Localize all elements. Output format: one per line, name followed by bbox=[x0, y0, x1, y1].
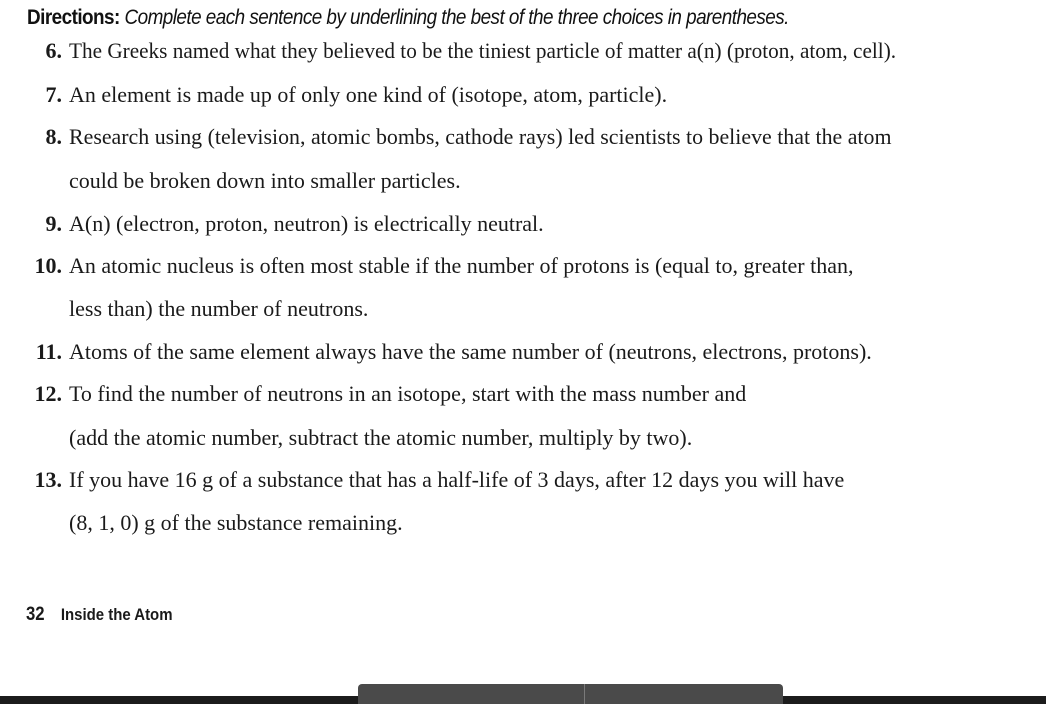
chapter-title: Inside the Atom bbox=[60, 605, 173, 624]
question-text: The Greeks named what they believed to be the tiniest particle of matter a(n) (proton, atom, cell). bbox=[69, 38, 897, 63]
question-text: An element is made up of only one kind of (isotope, atom, particle). bbox=[69, 82, 668, 107]
page-footer bbox=[26, 604, 173, 626]
viewer-toolbar-tab[interactable] bbox=[358, 684, 783, 704]
question-number: 8. bbox=[45, 124, 62, 149]
question-text: To find the number of neutrons in an isotope, start with the mass number and bbox=[69, 381, 747, 406]
question-number: 7. bbox=[45, 82, 62, 107]
question-text: If you have 16 g of a substance that has a half-life of 3 days, after 12 days you will have bbox=[69, 467, 845, 492]
question-number: 13. bbox=[34, 467, 62, 492]
toolbar-divider bbox=[584, 684, 585, 704]
question-text-continued: (add the atomic number, subtract the atomic number, multiply by two). bbox=[69, 425, 693, 450]
question-number: 10. bbox=[34, 253, 62, 278]
question-number: 9. bbox=[45, 211, 62, 236]
question-number: 12. bbox=[34, 381, 62, 406]
question-text-continued: (8, 1, 0) g of the substance remaining. bbox=[69, 510, 403, 535]
question-text: Research using (television, atomic bombs, cathode rays) led scientists to believe that the atom bbox=[69, 124, 892, 149]
directions-text: Complete each sentence by underlining the best of the three choices in parentheses. bbox=[124, 6, 789, 29]
page-number: 32 bbox=[26, 604, 45, 625]
question-number: 11. bbox=[35, 339, 62, 364]
directions-label: Directions: bbox=[27, 6, 120, 29]
question-text: Atoms of the same element always have the same number of (neutrons, electrons, protons). bbox=[69, 339, 872, 364]
question-text: A(n) (electron, proton, neutron) is electrically neutral. bbox=[69, 211, 544, 236]
question-text: An atomic nucleus is often most stable if the number of protons is (equal to, greater than, bbox=[69, 253, 854, 278]
directions bbox=[27, 6, 789, 30]
question-number: 6. bbox=[45, 38, 62, 63]
question-text-continued: less than) the number of neutrons. bbox=[69, 296, 369, 321]
question-text-continued: could be broken down into smaller particles. bbox=[69, 168, 461, 193]
